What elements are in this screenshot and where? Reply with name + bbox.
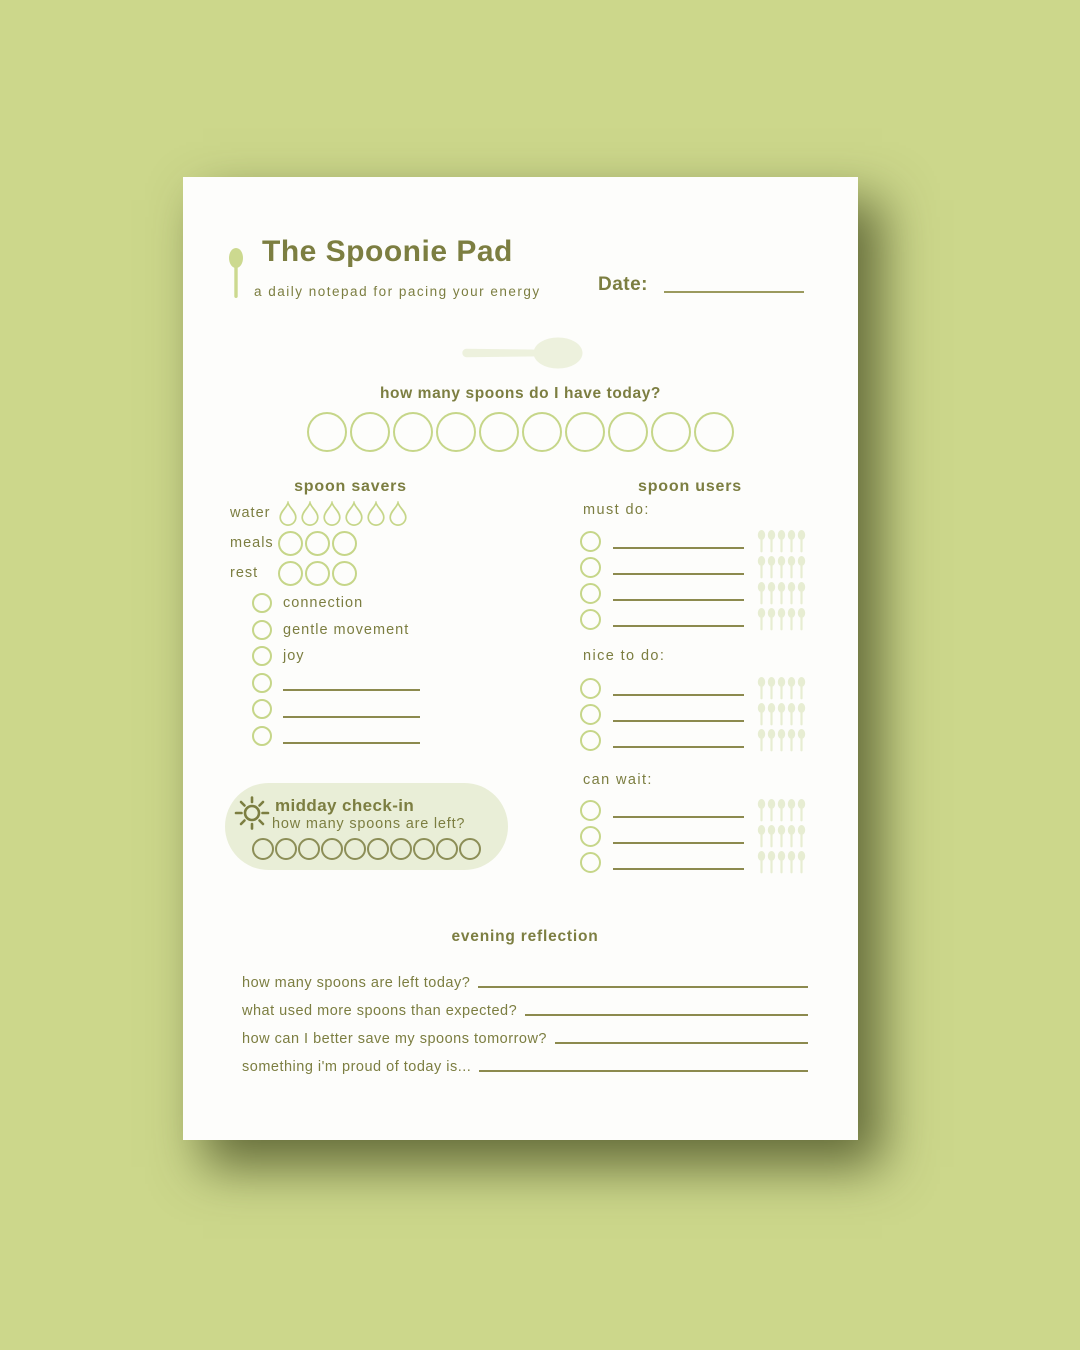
write-in-line[interactable] bbox=[613, 599, 744, 601]
write-in-line[interactable] bbox=[525, 1014, 808, 1016]
mini-spoon-icon bbox=[757, 703, 766, 726]
user-task-groups bbox=[570, 502, 810, 875]
write-in-line[interactable] bbox=[283, 689, 420, 691]
mini-spoon-icon bbox=[797, 799, 806, 822]
evening-reflection-section bbox=[242, 925, 808, 1078]
meals-slot[interactable] bbox=[332, 531, 357, 556]
mini-spoon-icon bbox=[767, 582, 776, 605]
daily-spoon-slot[interactable] bbox=[694, 412, 734, 452]
spoon-savers-section bbox=[228, 472, 473, 749]
water-droplet-icon[interactable] bbox=[344, 501, 364, 526]
spoon-cost-cluster bbox=[757, 677, 806, 700]
mini-spoon-icon bbox=[787, 729, 796, 752]
spoon-users-section bbox=[570, 472, 810, 875]
mini-spoon-icon bbox=[767, 825, 776, 848]
reflection-row bbox=[242, 1050, 808, 1078]
daily-spoon-counter bbox=[183, 412, 858, 452]
reflection-prompt: what used more spoons than expected? bbox=[242, 1003, 518, 1019]
mini-spoon-icon bbox=[767, 851, 776, 874]
mini-spoon-icon bbox=[757, 799, 766, 822]
checkbox-circle[interactable] bbox=[252, 646, 272, 666]
mini-spoon-icon bbox=[787, 582, 796, 605]
task-group bbox=[570, 502, 810, 632]
checklist-blank-item bbox=[228, 696, 473, 723]
midday-spoon-slot[interactable] bbox=[344, 838, 366, 860]
rest-slot[interactable] bbox=[332, 561, 357, 586]
mini-spoon-icon bbox=[777, 825, 786, 848]
checkbox-circle[interactable] bbox=[580, 531, 601, 552]
mini-spoon-icon bbox=[777, 608, 786, 631]
tracker-label: rest bbox=[230, 565, 259, 581]
write-in-line[interactable] bbox=[283, 742, 420, 744]
daily-spoon-slot[interactable] bbox=[479, 412, 519, 452]
reflection-row bbox=[242, 994, 808, 1022]
checkbox-circle[interactable] bbox=[580, 678, 601, 699]
mini-spoon-icon bbox=[777, 530, 786, 553]
mini-spoon-icon bbox=[767, 556, 776, 579]
mini-spoon-icon bbox=[787, 851, 796, 874]
mini-spoon-icon bbox=[797, 530, 806, 553]
mini-spoon-icon bbox=[757, 729, 766, 752]
checkbox-circle[interactable] bbox=[580, 609, 601, 630]
spoon-cost-cluster bbox=[757, 825, 806, 848]
daily-spoon-slot[interactable] bbox=[350, 412, 390, 452]
tracker-row-water bbox=[228, 498, 473, 528]
mini-spoon-icon bbox=[767, 608, 776, 631]
notepad-page bbox=[183, 177, 858, 1140]
tracker-label: water bbox=[230, 505, 271, 521]
task-group-label: must do: bbox=[583, 502, 650, 518]
meals-slot[interactable] bbox=[278, 531, 303, 556]
mini-spoon-icon bbox=[787, 556, 796, 579]
write-in-line[interactable] bbox=[613, 573, 744, 575]
task-row bbox=[570, 528, 810, 554]
mini-spoon-icon bbox=[797, 582, 806, 605]
checkbox-circle[interactable] bbox=[252, 699, 272, 719]
checklist-label: gentle movement bbox=[283, 621, 410, 638]
task-row bbox=[570, 797, 810, 823]
midday-spoon-slot[interactable] bbox=[275, 838, 297, 860]
mini-spoon-icon bbox=[757, 530, 766, 553]
mini-spoon-icon bbox=[787, 703, 796, 726]
checklist-label: joy bbox=[283, 648, 305, 665]
tracker-row-meals bbox=[228, 528, 473, 558]
water-droplet-icon[interactable] bbox=[300, 501, 320, 526]
mini-spoon-icon bbox=[797, 703, 806, 726]
evening-heading: evening reflection bbox=[451, 928, 599, 945]
water-droplet-icon[interactable] bbox=[388, 501, 408, 526]
tracker-row-rest bbox=[228, 558, 473, 588]
sun-icon bbox=[234, 795, 270, 831]
spoon-cost-cluster bbox=[757, 608, 806, 631]
reflection-prompt: how many spoons are left today? bbox=[242, 975, 471, 991]
midday-spoon-slot[interactable] bbox=[390, 838, 412, 860]
write-in-line[interactable] bbox=[613, 746, 744, 748]
daily-spoon-slot[interactable] bbox=[608, 412, 648, 452]
midday-spoon-slot[interactable] bbox=[367, 838, 389, 860]
mini-spoon-icon bbox=[777, 703, 786, 726]
write-in-line[interactable] bbox=[613, 816, 744, 818]
spoon-cost-cluster bbox=[757, 851, 806, 874]
checkbox-circle[interactable] bbox=[580, 852, 601, 873]
tracker-slots bbox=[278, 531, 357, 556]
task-group-label: can wait: bbox=[583, 772, 653, 788]
midday-spoon-slot[interactable] bbox=[436, 838, 458, 860]
daily-spoons-question: how many spoons do I have today? bbox=[379, 385, 661, 402]
midday-spoon-slot[interactable] bbox=[413, 838, 435, 860]
mini-spoon-icon bbox=[797, 677, 806, 700]
reflection-prompt: how can I better save my spoons tomorrow? bbox=[242, 1031, 547, 1047]
date-field bbox=[598, 274, 804, 296]
tracker-slots bbox=[278, 501, 408, 526]
task-group-rows bbox=[570, 528, 810, 632]
write-in-line[interactable] bbox=[478, 986, 808, 988]
saver-checklist bbox=[228, 590, 473, 749]
checkbox-circle[interactable] bbox=[252, 620, 272, 640]
checklist-item bbox=[228, 643, 473, 670]
reflection-prompt: something i'm proud of today is... bbox=[242, 1059, 472, 1075]
task-row bbox=[570, 849, 810, 875]
spoon-savers-heading: spoon savers bbox=[294, 478, 407, 495]
checkbox-circle[interactable] bbox=[580, 826, 601, 847]
task-group bbox=[570, 648, 810, 753]
midday-spoon-slot[interactable] bbox=[252, 838, 274, 860]
task-group-rows bbox=[570, 675, 810, 753]
mini-spoon-icon bbox=[767, 677, 776, 700]
page-subtitle: a daily notepad for pacing your energy bbox=[254, 284, 541, 299]
task-group-label: nice to do: bbox=[583, 648, 666, 664]
mini-spoon-icon bbox=[777, 729, 786, 752]
midday-spoon-slot[interactable] bbox=[459, 838, 481, 860]
water-droplet-icon[interactable] bbox=[278, 501, 298, 526]
mini-spoon-icon bbox=[787, 799, 796, 822]
spoon-cost-cluster bbox=[757, 582, 806, 605]
write-in-line[interactable] bbox=[613, 868, 744, 870]
mini-spoon-icon bbox=[777, 677, 786, 700]
task-group bbox=[570, 772, 810, 875]
spoon-divider-icon bbox=[462, 336, 584, 370]
mini-spoon-icon bbox=[787, 530, 796, 553]
page-title: The Spoonie Pad bbox=[262, 235, 513, 268]
checklist-item bbox=[228, 617, 473, 644]
mini-spoon-icon bbox=[797, 851, 806, 874]
write-in-line[interactable] bbox=[283, 716, 420, 718]
checkbox-circle[interactable] bbox=[580, 800, 601, 821]
mini-spoon-icon bbox=[757, 825, 766, 848]
checklist-blank-item bbox=[228, 723, 473, 750]
mini-spoon-icon bbox=[767, 799, 776, 822]
mini-spoon-icon bbox=[797, 729, 806, 752]
checkbox-circle[interactable] bbox=[580, 730, 601, 751]
daily-spoon-slot[interactable] bbox=[307, 412, 347, 452]
mini-spoon-icon bbox=[757, 677, 766, 700]
mini-spoon-icon bbox=[777, 556, 786, 579]
task-row bbox=[570, 823, 810, 849]
mini-spoon-icon bbox=[757, 851, 766, 874]
checklist-item bbox=[228, 590, 473, 617]
date-label: Date: bbox=[598, 274, 649, 295]
task-row bbox=[570, 580, 810, 606]
spoon-cost-cluster bbox=[757, 799, 806, 822]
spoon-cost-cluster bbox=[757, 556, 806, 579]
checkbox-circle[interactable] bbox=[580, 557, 601, 578]
mini-spoon-icon bbox=[767, 729, 776, 752]
reflection-row bbox=[242, 1022, 808, 1050]
reflection-row bbox=[242, 966, 808, 994]
checkbox-circle[interactable] bbox=[252, 673, 272, 693]
spoon-cost-cluster bbox=[757, 530, 806, 553]
mini-spoon-icon bbox=[757, 608, 766, 631]
write-in-line[interactable] bbox=[555, 1042, 808, 1044]
daily-spoon-slot[interactable] bbox=[565, 412, 605, 452]
mini-spoon-icon bbox=[787, 608, 796, 631]
checkbox-circle[interactable] bbox=[580, 704, 601, 725]
tracker-slots bbox=[278, 561, 357, 586]
mini-spoon-icon bbox=[757, 582, 766, 605]
checkbox-circle[interactable] bbox=[580, 583, 601, 604]
mini-spoon-icon bbox=[767, 530, 776, 553]
midday-checkin-card bbox=[225, 783, 508, 870]
mini-spoon-icon bbox=[777, 851, 786, 874]
daily-spoon-slot[interactable] bbox=[393, 412, 433, 452]
write-in-line[interactable] bbox=[613, 694, 744, 696]
spoon-users-heading: spoon users bbox=[638, 478, 742, 495]
midday-spoon-counter bbox=[252, 838, 481, 860]
tracker-label: meals bbox=[230, 535, 274, 551]
daily-spoon-slot[interactable] bbox=[436, 412, 476, 452]
rest-slot[interactable] bbox=[278, 561, 303, 586]
spoon-cost-cluster bbox=[757, 729, 806, 752]
meals-slot[interactable] bbox=[305, 531, 330, 556]
spoon-cost-cluster bbox=[757, 703, 806, 726]
task-row bbox=[570, 701, 810, 727]
write-in-line[interactable] bbox=[613, 720, 744, 722]
water-droplet-icon[interactable] bbox=[322, 501, 342, 526]
saver-trackers bbox=[228, 498, 473, 588]
daily-spoon-slot[interactable] bbox=[651, 412, 691, 452]
task-row bbox=[570, 675, 810, 701]
midday-spoon-slot[interactable] bbox=[298, 838, 320, 860]
mini-spoon-icon bbox=[757, 556, 766, 579]
rest-slot[interactable] bbox=[305, 561, 330, 586]
mini-spoon-icon bbox=[767, 703, 776, 726]
task-row bbox=[570, 606, 810, 632]
midday-spoon-slot[interactable] bbox=[321, 838, 343, 860]
date-write-line[interactable] bbox=[664, 291, 804, 293]
midday-title: midday check-in bbox=[275, 796, 415, 815]
midday-question: how many spoons are left? bbox=[272, 816, 466, 832]
water-droplet-icon[interactable] bbox=[366, 501, 386, 526]
mini-spoon-icon bbox=[777, 582, 786, 605]
mini-spoon-icon bbox=[797, 825, 806, 848]
evening-prompts bbox=[242, 966, 808, 1078]
spoon-logo-icon bbox=[228, 248, 244, 300]
write-in-line[interactable] bbox=[613, 547, 744, 549]
task-row bbox=[570, 727, 810, 753]
checklist-label: connection bbox=[283, 595, 364, 612]
checkbox-circle[interactable] bbox=[252, 726, 272, 746]
mini-spoon-icon bbox=[797, 556, 806, 579]
checklist-blank-item bbox=[228, 670, 473, 697]
mini-spoon-icon bbox=[797, 608, 806, 631]
mini-spoon-icon bbox=[787, 825, 796, 848]
task-row bbox=[570, 554, 810, 580]
write-in-line[interactable] bbox=[613, 842, 744, 844]
mini-spoon-icon bbox=[787, 677, 796, 700]
write-in-line[interactable] bbox=[479, 1070, 808, 1072]
daily-spoon-slot[interactable] bbox=[522, 412, 562, 452]
task-group-rows bbox=[570, 797, 810, 875]
write-in-line[interactable] bbox=[613, 625, 744, 627]
checkbox-circle[interactable] bbox=[252, 593, 272, 613]
mini-spoon-icon bbox=[777, 799, 786, 822]
